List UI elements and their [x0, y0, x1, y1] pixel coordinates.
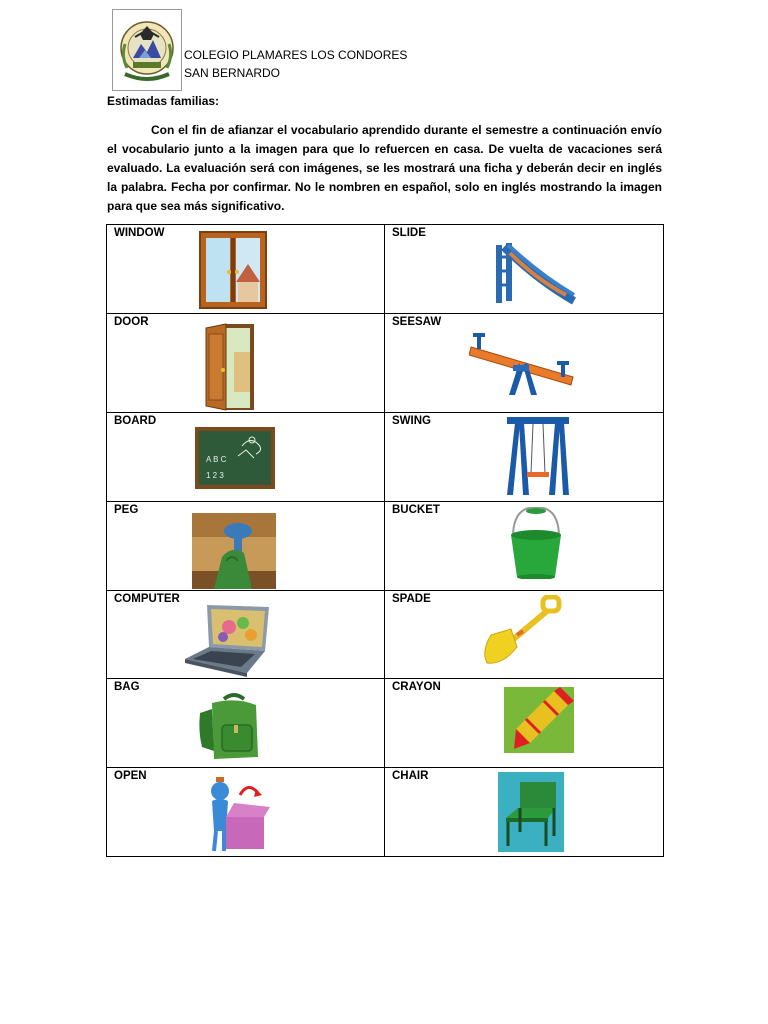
peg-icon: [192, 513, 276, 589]
school-crest-icon: [113, 10, 181, 90]
vocab-cell-door: [107, 314, 385, 413]
vocab-cell-swing: [385, 413, 664, 502]
chair-icon: [498, 772, 564, 852]
bucket-icon: [509, 507, 563, 579]
vocab-cell-window: [107, 225, 385, 314]
word-label: OPEN: [114, 770, 147, 782]
word-label: SEESAW: [392, 316, 442, 328]
word-label: BUCKET: [392, 504, 440, 516]
letter-body: Con el fin de afianzar el vocabulario aprendido durante el semestre a continuación envío el vocabulario junto a la imagen para que lo refuercen en casa. De vuelta de vacaciones será evaluado. La evaluación será con imágenes, se les mostrará una ficha y deberán decir en inglés la palabra. Fecha por confirmar. No le nombren en español, solo en inglés mostrando la imagen para que sea más significativo.: [107, 123, 662, 213]
word-label: CRAYON: [392, 681, 441, 693]
word-label: SWING: [392, 415, 431, 427]
crayon-icon: [504, 687, 574, 753]
word-label: WINDOW: [114, 227, 165, 239]
window-icon: [198, 230, 268, 310]
vocabulary-table: [106, 224, 664, 857]
table-row: [107, 679, 664, 768]
swing-icon: [505, 415, 571, 499]
backpack-icon: [196, 691, 262, 761]
vocab-cell-computer: [107, 591, 385, 679]
vocab-cell-board: [107, 413, 385, 502]
word-label: SPADE: [392, 593, 431, 605]
vocab-cell-slide: [385, 225, 664, 314]
word-label: COMPUTER: [114, 593, 180, 605]
vocab-cell-chair: [385, 768, 664, 857]
board-numbers: 1 2 3: [206, 471, 224, 480]
vocab-cell-seesaw: [385, 314, 664, 413]
table-row: [107, 225, 664, 314]
open-box-icon: [204, 771, 270, 853]
word-label: DOOR: [114, 316, 149, 328]
school-city: SAN BERNARDO: [184, 66, 281, 80]
vocab-cell-bag: [107, 679, 385, 768]
letter-greeting: Estimadas familias:: [107, 94, 220, 108]
door-icon: [204, 322, 256, 412]
vocab-cell-open: [107, 768, 385, 857]
vocab-cell-spade: [385, 591, 664, 679]
school-heading: [184, 46, 407, 82]
table-row: [107, 502, 664, 591]
table-row: [107, 413, 664, 502]
word-label: BAG: [114, 681, 140, 693]
board-letters: A B C: [206, 455, 227, 464]
vocab-cell-crayon: [385, 679, 664, 768]
vocab-cell-bucket: [385, 502, 664, 591]
school-logo: [112, 9, 182, 91]
school-name: COLEGIO PLAMARES LOS CONDORES: [184, 48, 408, 62]
word-label: SLIDE: [392, 227, 426, 239]
word-label: BOARD: [114, 415, 157, 427]
laptop-icon: [185, 603, 271, 677]
word-label: CHAIR: [392, 770, 429, 782]
table-row: [107, 591, 664, 679]
word-label: PEG: [114, 504, 139, 516]
seesaw-icon: [469, 329, 577, 399]
table-row: [107, 768, 664, 857]
chalkboard-icon: [194, 426, 276, 490]
table-row: [107, 314, 664, 413]
slide-icon: [490, 239, 576, 307]
spade-icon: [481, 595, 567, 667]
vocab-cell-peg: [107, 502, 385, 591]
